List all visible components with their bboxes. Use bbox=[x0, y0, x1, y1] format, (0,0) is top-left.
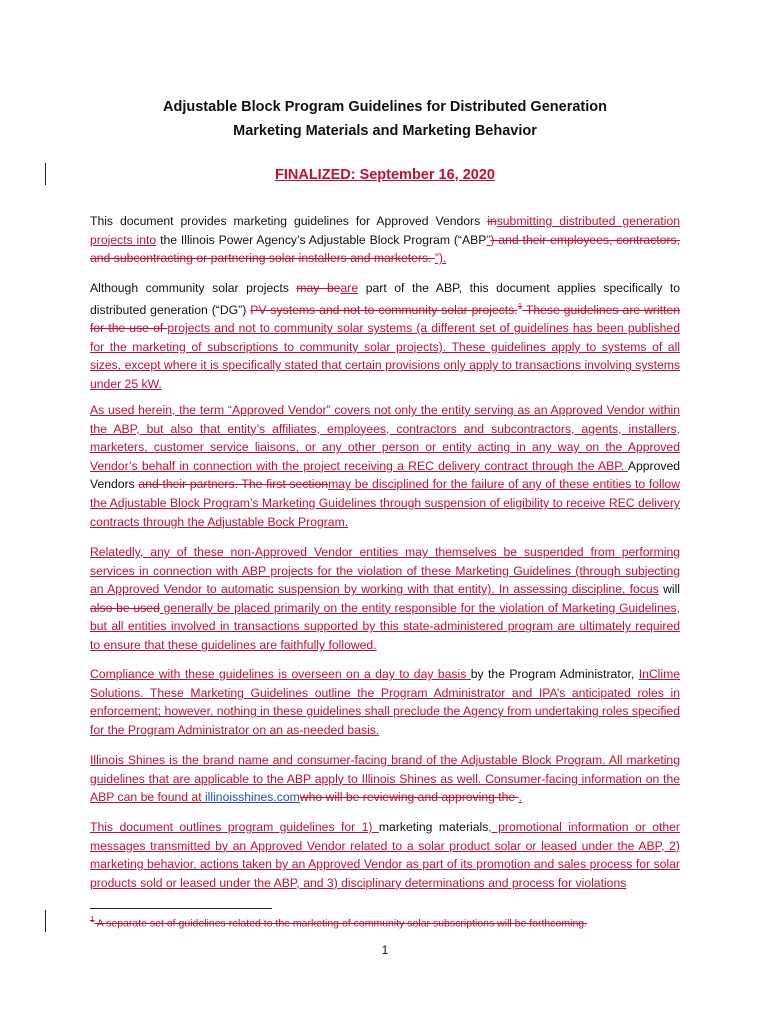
footnote-reference[interactable]: 1 bbox=[517, 301, 523, 311]
paragraph-7 bbox=[90, 818, 680, 892]
deletion: in bbox=[487, 214, 497, 228]
insertion: submitting distributed generation projects into bbox=[90, 214, 680, 247]
insertion: ”). bbox=[434, 251, 447, 266]
footnote-separator bbox=[90, 908, 272, 909]
deletion: PV systems and not to community solar projects. bbox=[250, 302, 518, 317]
paragraph-5 bbox=[90, 665, 680, 739]
insertion: As used herein, the term “Approved Vendor” covers not only the entity serving as an Approved Vendor within the ABP, but also that entity’s affiliates, employees, contractors and subcontractors, agents, installers, marketers, customer service liaisons, or any other person or entity acting in any way on the Approved Vendor’s behalf in connection with the project receiving a REC delivery contract through the ABP. bbox=[90, 403, 680, 473]
finalized-date: FINALIZED: September 16, 2020 bbox=[275, 167, 495, 183]
title-line-2: Marketing Materials and Marketing Behavior bbox=[233, 123, 537, 139]
insertion: Compliance with these guidelines is overseen on a day to day basis bbox=[90, 667, 471, 681]
insertion: may be disciplined for the failure of any of these entities to follow the Adjustable Block Program’s Marketing Guidelines through suspension of eligibility to receive REC delivery contracts through the Adjustable Bock Program. bbox=[90, 477, 680, 529]
illinoisshines-link[interactable]: illinoisshines.com bbox=[204, 790, 300, 805]
footnote-text: A separate set of guidelines related to the marketing of community solar subscriptions will be forthcoming. bbox=[94, 917, 588, 930]
text: Although community solar projects bbox=[90, 281, 297, 295]
deletion: and their partners. The first section bbox=[138, 477, 329, 492]
insertion: InClime Solutions. These Marketing Guidelines outline the Program Administrator and IPA’s anticipated roles in enforcement; however, nothing in these guidelines shall preclude the Agency from undertaking roles specified for the Program Administrator on an as-needed basis. bbox=[90, 667, 680, 737]
paragraph-6 bbox=[90, 751, 680, 807]
text: This document provides marketing guidelines for Approved Vendors bbox=[90, 214, 488, 228]
paragraph-3 bbox=[90, 401, 680, 531]
page-number: 1 bbox=[381, 943, 389, 957]
deletion: ) and their employees, contractors, and subcontracting or partnering solar installers and marketers. bbox=[90, 232, 680, 266]
insertion: . bbox=[518, 790, 523, 805]
text: marketing materials bbox=[378, 820, 489, 834]
insertion: Relatedly, any of these non-Approved Vendor entities may themselves be suspended from performing services in connection with ABP projects for the violation of these Marketing Guidelines (through subjecting an Approved Vendor to automatic suspension by working with that entity). In assessing discipline, focus bbox=[90, 545, 680, 597]
paragraph-2 bbox=[90, 279, 680, 394]
insertion: Illinois Shines is the brand name and consumer-facing brand of the Adjustable Block Program. All marketing guidelines that are applicable to the ABP apply to Illinois Shines as well. Consumer-facing information on the ABP can be found at bbox=[90, 753, 680, 805]
deletion: who will be reviewing and approving the bbox=[299, 790, 519, 805]
paragraph-1 bbox=[90, 212, 680, 268]
insertion: This document outlines program guidelines for 1) bbox=[90, 820, 379, 834]
text: by the Program Administrator, bbox=[470, 667, 639, 681]
footnote-1 bbox=[90, 915, 680, 930]
insertion: are bbox=[340, 281, 359, 295]
text: part of the ABP, this document applies specifically to distributed generation (“DG”) bbox=[90, 281, 681, 317]
change-bar bbox=[45, 163, 46, 185]
insertion: , promotional information or other messages transmitted by an Approved Vendor related to a solar product solar or leased under the ABP, 2) marketing behavior, actions taken by an Approved Vendor as part of its promotion and sales process for solar products sold or leased under the ABP, and 3) disciplinary determinations and process for violations bbox=[90, 820, 680, 890]
insertion: ” bbox=[486, 232, 491, 247]
deletion: may be bbox=[296, 281, 341, 295]
insertion: generally be placed primarily on the entity responsible for the violation of Marketing Guidelines, but all entities involved in transactions supported by this state-administered program are ultimately required to ensure that these guidelines are faithfully followed. bbox=[90, 600, 680, 652]
text: will bbox=[658, 582, 681, 597]
paragraph-4 bbox=[90, 543, 680, 655]
deletion: also be used bbox=[90, 600, 160, 615]
document-title bbox=[90, 95, 680, 143]
text: the Illinois Power Agency’s Adjustable Block Program (“ABP bbox=[156, 232, 487, 247]
change-bar bbox=[45, 910, 46, 932]
insertion: projects and not to community solar systems (a different set of guidelines has been published for the marketing of subscriptions to community solar projects). These guidelines apply to systems of all sizes, except where it is specifically stated that certain provisions only apply to transactions involving systems under 25 kW. bbox=[90, 321, 680, 392]
text: Approved Vendors bbox=[90, 458, 680, 492]
title-line-1: Adjustable Block Program Guidelines for Distributed Generation bbox=[163, 99, 607, 115]
deletion: These guidelines are written for the use of bbox=[90, 302, 681, 336]
footnote-mark: 1 bbox=[90, 915, 95, 924]
